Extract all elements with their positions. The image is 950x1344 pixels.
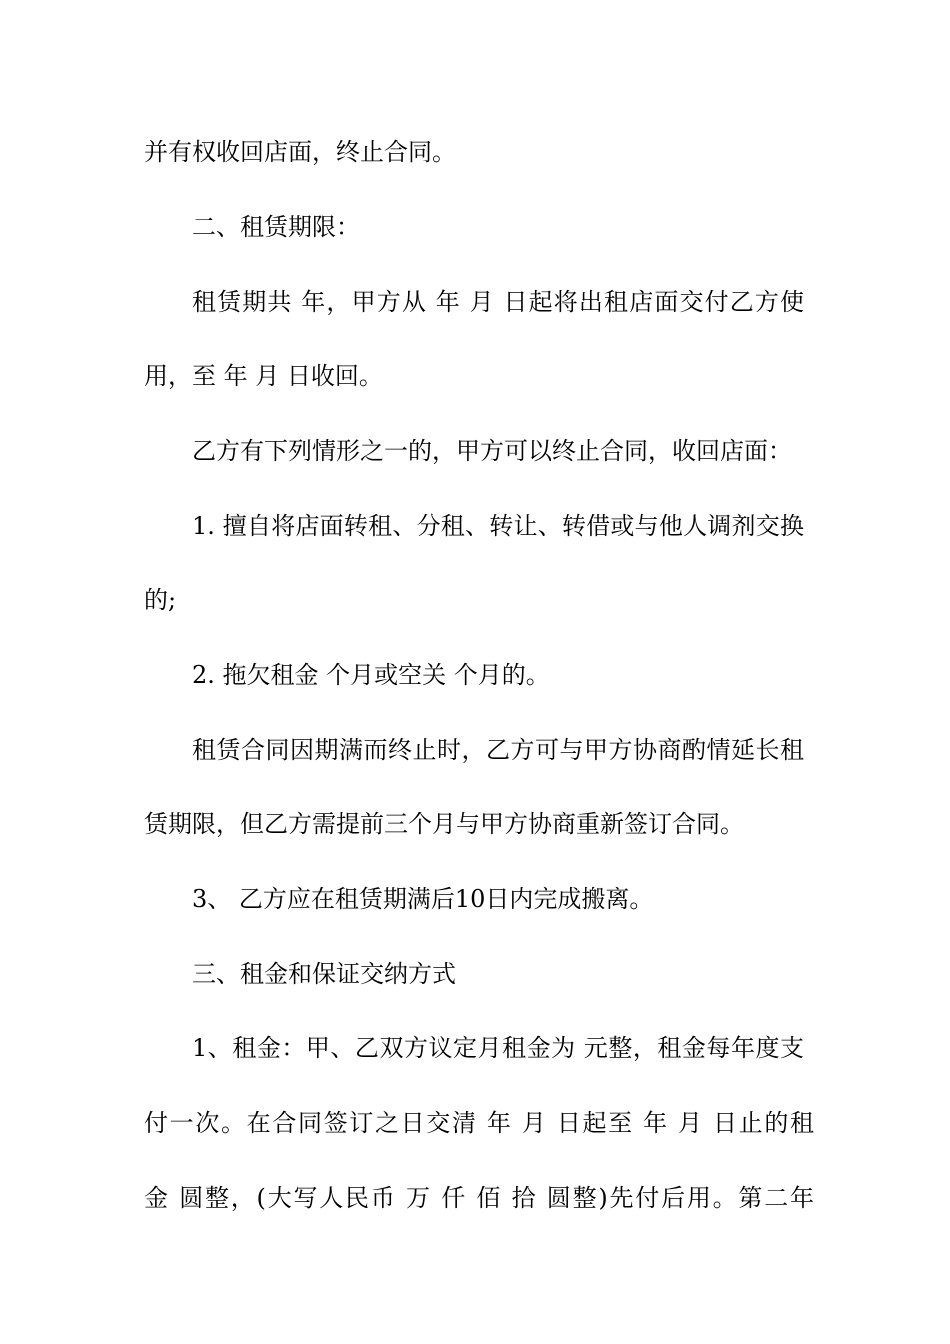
section-heading-lease-term: 二、租赁期限： bbox=[192, 213, 360, 241]
text-line-14: 付一次。在合同签订之日交清 年 月 日起至 年 月 日止的租 bbox=[144, 1109, 814, 1137]
text-line-4: 用，至 年 月 日收回。 bbox=[144, 362, 383, 390]
list-item-2: 2. 拖欠租金 个月或空关 个月的。 bbox=[192, 661, 550, 689]
section-heading-rent: 三、租金和保证交纳方式 bbox=[192, 960, 456, 988]
text-line-13: 1、租金：甲、乙双方议定月租金为 元整，租金每年度支 bbox=[192, 1034, 804, 1062]
text-line-5: 乙方有下列情形之一的，甲方可以终止合同，收回店面： bbox=[192, 437, 792, 465]
text-line-3: 租赁期共 年，甲方从 年 月 日起将出租店面交付乙方使 bbox=[192, 288, 804, 316]
list-item-3: 3、 乙方应在租赁期满后10日内完成搬离。 bbox=[192, 885, 654, 913]
text-line-10: 赁期限，但乙方需提前三个月与甲方协商重新签订合同。 bbox=[144, 810, 744, 838]
text-line-15: 金 圆整，(大写人民币 万 仟 佰 拾 圆整)先付后用。第二年 bbox=[144, 1184, 814, 1212]
text-line-1: 并有权收回店面，终止合同。 bbox=[144, 138, 456, 166]
text-line-9: 租赁合同因期满而终止时，乙方可与甲方协商酌情延长租 bbox=[192, 736, 804, 764]
list-item-1: 1. 擅自将店面转租、分租、转让、转借或与他人调剂交换 bbox=[192, 512, 804, 540]
list-item-1-cont: 的; bbox=[144, 586, 177, 614]
